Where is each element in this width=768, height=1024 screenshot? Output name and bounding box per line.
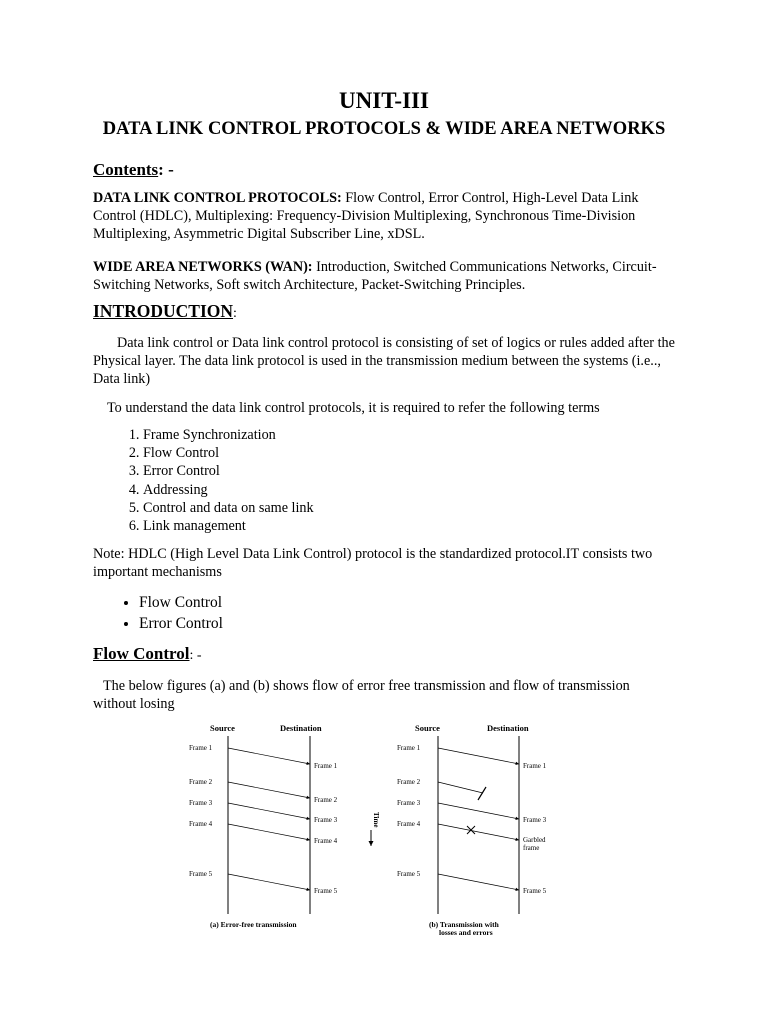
frame-label: Frame 3 xyxy=(314,816,338,824)
list-item: 5. Control and data on same link xyxy=(143,499,314,517)
list-item: • Error Control xyxy=(139,613,223,634)
flow-control-paragraph: The below figures (a) and (b) shows flow of error free transmission and flow of transmission without losing xyxy=(93,678,630,712)
panel-error-free xyxy=(189,723,338,929)
contents-heading: Contents: - xyxy=(93,160,174,179)
caption-b: (b) Transmission with xyxy=(429,920,499,929)
terms-list xyxy=(118,426,314,535)
list-item: • Flow Control xyxy=(139,592,223,613)
frame-label: Frame 5 xyxy=(314,887,338,895)
list-item: 1. Frame Synchronization xyxy=(143,426,314,444)
lost-frame-mark xyxy=(478,787,486,800)
garbled-label: Garbled xyxy=(523,836,546,844)
frame-label: Frame 4 xyxy=(314,837,338,845)
frame-label: Frame 2 xyxy=(397,778,421,786)
frame-label: Frame 5 xyxy=(397,870,421,878)
page-title: DATA LINK CONTROL PROTOCOLS & WIDE AREA NETWORKS xyxy=(102,119,666,139)
note-paragraph: Note: HDLC (High Level Data Link Control) protocol is the standardized protocol.IT consists two important mechanisms xyxy=(93,546,653,580)
frame-label: Frame 1 xyxy=(397,744,421,752)
list-item: 6. Link management xyxy=(143,517,314,535)
source-label: Source xyxy=(210,723,235,733)
flow-diagram xyxy=(183,716,583,946)
contents-wan-paragraph: WIDE AREA NETWORKS (WAN): Introduction, Switched Communications Networks, Circuit-Switching Networks, Soft switch Architecture, Packet-Switching Principles. xyxy=(93,259,657,293)
caption-b: losses and errors xyxy=(439,928,493,937)
frame-label: Frame 2 xyxy=(314,796,338,804)
flow-control-heading: Flow Control: - xyxy=(93,644,202,663)
source-label: Source xyxy=(415,723,440,733)
frame-label: Frame 1 xyxy=(523,762,547,770)
introduction-heading: INTRODUCTION: xyxy=(93,301,237,321)
frame-label: Frame 5 xyxy=(189,870,213,878)
frame-label: Frame 3 xyxy=(189,799,213,807)
caption-a: (a) Error-free transmission xyxy=(210,920,297,929)
list-item: 2. Flow Control xyxy=(143,444,314,462)
list-item: 3. Error Control xyxy=(143,462,314,480)
frame-label: Frame 4 xyxy=(397,820,421,828)
time-arrow xyxy=(371,812,380,846)
intro-paragraph: Data link control or Data link control protocol is consisting of set of logics or rules added after the Physical layer. The data link protocol is used in the transmission medium between the systems (i.e.., Data link) xyxy=(93,335,675,387)
frame-label: Frame 4 xyxy=(189,820,213,828)
destination-label: Destination xyxy=(487,723,529,733)
frame-label: Frame 5 xyxy=(523,887,547,895)
wan-label: WIDE AREA NETWORKS (WAN): xyxy=(93,259,313,275)
frame-label: Frame 1 xyxy=(314,762,338,770)
frame-label: Frame 2 xyxy=(189,778,213,786)
frame-label: Frame 3 xyxy=(397,799,421,807)
dlc-label: DATA LINK CONTROL PROTOCOLS: xyxy=(93,190,342,206)
frame-label: Frame 1 xyxy=(189,744,213,752)
terms-intro-paragraph: To understand the data link control protocols, it is required to refer the following terms xyxy=(107,400,600,416)
contents-dlc-paragraph: DATA LINK CONTROL PROTOCOLS: Flow Control, Error Control, High-Level Data Link Control (HDLC), Multiplexing: Frequency-Division Multiplexing, Synchronous Time-Division Multiplexing, Asymmetric Digital Subscriber Line, xDSL. xyxy=(93,190,639,242)
mechanisms-list xyxy=(116,592,223,634)
panel-losses-errors xyxy=(397,723,547,937)
time-label: Time xyxy=(372,812,380,828)
destination-label: Destination xyxy=(280,723,322,733)
garbled-label: frame xyxy=(523,844,540,852)
list-item: 4. Addressing xyxy=(143,481,314,499)
unit-title: UNIT-III xyxy=(339,88,429,113)
frame-label: Frame 3 xyxy=(523,816,547,824)
